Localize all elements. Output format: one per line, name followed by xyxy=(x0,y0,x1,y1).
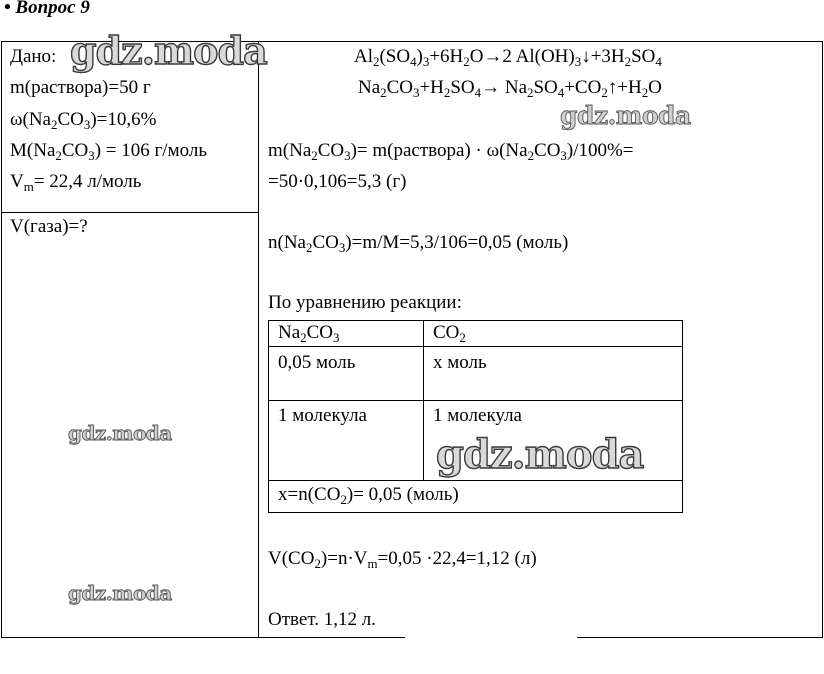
given-mass-fraction: $\omega(Na_2CO_3)=10,6\%$ xyxy=(10,109,157,133)
ratio-header-co2: $CO_2$ xyxy=(433,322,466,346)
ratio-table-row-divider-2 xyxy=(268,400,683,401)
watermark-left-middle: gdz.moda xyxy=(68,421,172,445)
dano-label: Дано: xyxy=(10,46,57,67)
reaction-2: $Na_2CO_3+H_2SO_4\to$ $Na_2SO_4+CO_2↑+H_2O$ xyxy=(358,77,662,101)
bottom-border-gap xyxy=(405,632,577,640)
question-heading: • Вопрос 9 xyxy=(4,0,90,18)
watermark-top: gdz.moda xyxy=(70,28,267,73)
ratio-cell-moles-na2co3: 0,05 моль xyxy=(278,352,356,373)
by-equation-label: По уравнению реакции: xyxy=(268,292,462,313)
volume-calc: $V(CO_2)=n\cdot V_m=0,05 \cdot 22,4=1,12$ (л) xyxy=(268,548,537,572)
reaction-1: $Al_2(SO_4)_3+6H_2O\to 2$ $Al(OH)_3↓+3H_2SO_4$ xyxy=(354,46,662,70)
watermark-center: gdz.moda xyxy=(436,431,644,478)
given-solution-mass: m(раствора)=50 г xyxy=(10,77,151,98)
given-molar-mass: $M(Na_2CO_3) = 106$ г/моль xyxy=(10,140,207,164)
given-molar-volume: $V_m= 22,4$ л/моль xyxy=(10,171,142,195)
find-label: V(газа)=? xyxy=(10,216,88,237)
column-divider xyxy=(258,41,259,638)
ratio-cell-moles-co2: x моль xyxy=(433,352,487,373)
ratio-header-na2co3: $Na_2CO_3$ xyxy=(278,322,340,346)
ratio-cell-molecule-co2: 1 молекула xyxy=(433,405,522,426)
ratio-result: $x=n(CO_2)= 0,05$ (моль) xyxy=(278,484,459,508)
mass-calc-line-2: =50·0,106=5,3 (г) xyxy=(268,171,407,192)
given-divider xyxy=(1,212,259,213)
ratio-cell-molecule-na2co3: 1 молекула xyxy=(278,405,367,426)
ratio-table-row-divider-3 xyxy=(268,480,683,481)
mass-calc-line-1: $m(Na_2CO_3)=$ m(раствора) · $\omega(Na_2CO_3)/100\%=$ xyxy=(268,140,634,164)
ratio-table-row-divider-1 xyxy=(268,346,683,347)
watermark-left-bottom: gdz.moda xyxy=(68,581,172,605)
watermark-right-top: gdz.moda xyxy=(560,101,691,130)
moles-calc: $n(Na_2CO_3)=m/M=5,3/106=0,05$ (моль) xyxy=(268,232,569,256)
answer-line: Ответ. 1,12 л. xyxy=(268,609,376,630)
